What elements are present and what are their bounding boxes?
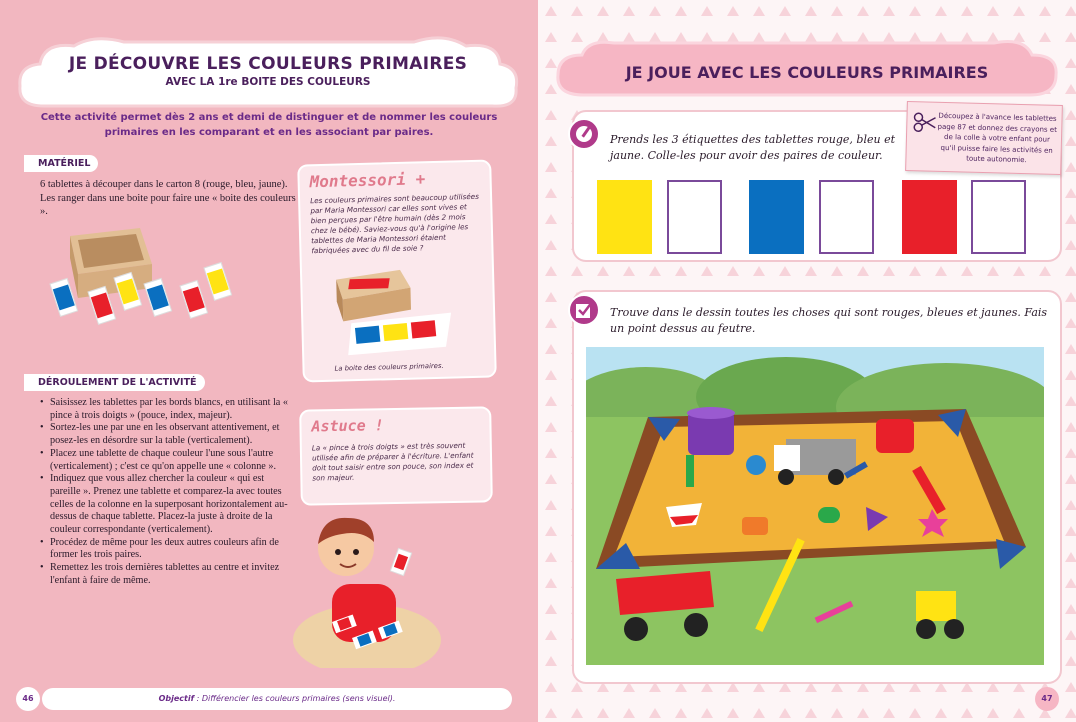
paintbrush-icon	[568, 118, 600, 150]
activity-2-text: Trouve dans le dessin toutes les choses qui sont rouges, bleues et jaunes. Fais un point dessus au feutre.	[610, 306, 1048, 335]
steps-list	[40, 397, 290, 588]
list-item: • Placez une tablette de chaque couleur l'une sous l'autre (verticalement) ; c'est ce qu'on appelle une « colonne ».	[40, 448, 290, 473]
wooden-box-photo	[330, 263, 452, 356]
montessori-card	[297, 159, 497, 382]
page-title: JE DÉCOUVRE LES COULEURS PRIMAIRES	[68, 54, 468, 74]
note-text: Découpez à l'avance les tablettes page 87 et donnez des crayons et de la colle à votre enfant pour qu'il puisse faire les activités en toute autonomie.	[937, 111, 1058, 165]
cutout-note	[905, 101, 1063, 175]
list-item: • Sortez-les une par une en les observant attentivement, et posez-les en désordre sur la table (verticalement).	[40, 422, 290, 447]
montessori-heading: Montessori +	[309, 169, 426, 192]
astuce-heading: Astuce !	[311, 416, 384, 436]
activity-1-text: Prends les 3 étiquettes des tablettes rouge, bleu et jaune. Colle-les pour avoir des paires de couleur.	[610, 133, 896, 162]
montessori-text: Les couleurs primaires sont beaucoup utilisées par Maria Montessori car elles sont vives et bien perçues par l'être humain (dès 2 mois chez le bébé). Saviez-vous qu'à l'origine les tablettes de Maria Montessori étaient fabriquées avec du fil de soie ?	[310, 191, 480, 256]
page-number-left: 46	[16, 687, 40, 711]
list-item: • Saisissez les tablettes par les bords blancs, en utilisant la « pince à trois doigts » (pouce, index, majeur).	[40, 397, 290, 422]
montessori-caption: La boite des couleurs primaires.	[334, 361, 444, 373]
list-item: • Remettez les trois dernières tablettes au centre et invitez l'enfant à faire de même.	[40, 562, 290, 587]
tile-empty-3[interactable]	[971, 180, 1026, 254]
page-title-right: JE JOUE AVEC LES COULEURS PRIMAIRES	[625, 63, 989, 82]
child-illustration	[292, 508, 442, 668]
materiel-text: 6 tablettes à découper dans le carton 8 (rouge, bleu, jaune). Les ranger dans une boite pour faire une « boite des couleurs ».	[40, 179, 296, 217]
color-tablets-illustration	[44, 222, 264, 342]
sandbox-scene[interactable]	[586, 347, 1044, 665]
materiel-label: MATÉRIEL	[24, 155, 98, 172]
objective-bar	[42, 688, 512, 710]
page-subtitle: AVEC LA 1re BOITE DES COULEURS	[165, 76, 371, 88]
page-number-right: 47	[1035, 687, 1059, 711]
tile-red	[902, 180, 957, 254]
list-item: • Indiquez que vous allez chercher la couleur « qui est pareille ». Prenez une tablette et comparez-la avec toutes celles de la colonne en la superposant horizontalement au-dessus de chaque tablette. Placez-la juste à droite de la couleur correspondante (verticalement).	[40, 473, 290, 537]
intro-text: Cette activité permet dès 2 ans et demi de distinguer et de nommer les couleurs primaires en les comparant et en les associant par paires.	[40, 112, 498, 138]
tile-empty-1[interactable]	[667, 180, 722, 254]
deroulement-label: DÉROULEMENT DE L'ACTIVITÉ	[24, 374, 205, 391]
scissors-icon	[913, 112, 938, 133]
tile-empty-2[interactable]	[819, 180, 874, 254]
tile-yellow	[597, 180, 652, 254]
objective-text: : Différencier les couleurs primaires (sens visuel).	[194, 694, 396, 703]
objective-label: Objectif	[158, 694, 195, 703]
pencil-check-icon	[568, 294, 600, 326]
title-cloud-right	[554, 35, 1060, 99]
astuce-card	[299, 406, 493, 505]
astuce-text: La « pince à trois doigts » est très souvent utilisée afin de préparer à l'écriture. L'enfant doit tout saisir entre son pouce, son index et son majeur.	[311, 440, 474, 483]
list-item: • Procédez de même pour les deux autres couleurs afin de former les trois paires.	[40, 537, 290, 562]
tile-blue	[749, 180, 804, 254]
title-cloud	[14, 28, 522, 116]
